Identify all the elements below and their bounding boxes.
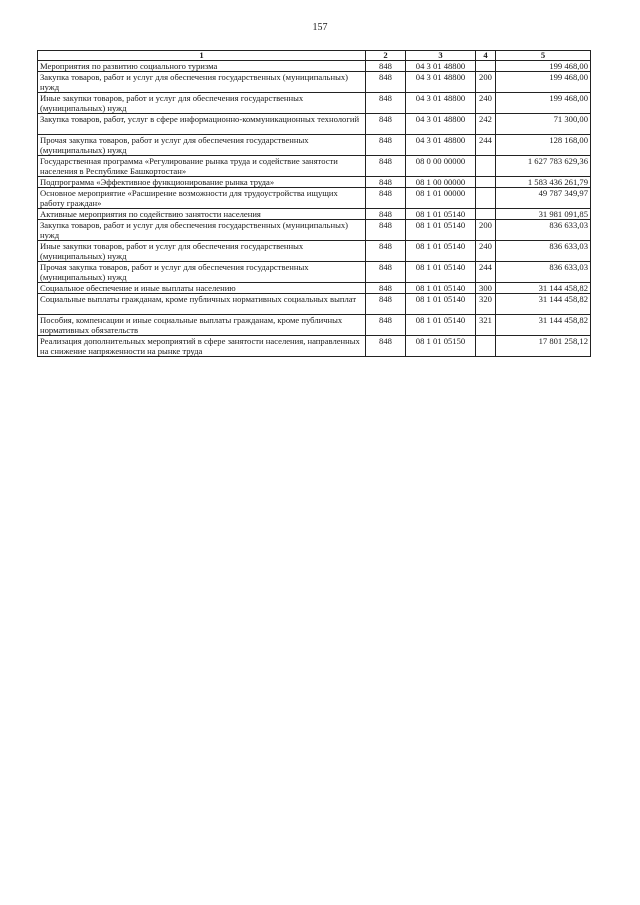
table-row [38, 72, 591, 93]
cell-name: Пособия, компенсации и иные социальные выплаты гражданам, кроме публичных нормативных обязательств [38, 315, 366, 336]
cell-type: 242 [476, 114, 496, 135]
cell-target: 08 0 00 00000 [406, 156, 476, 177]
cell-code: 848 [366, 220, 406, 241]
cell-amount: 836 633,03 [496, 262, 591, 283]
cell-code: 848 [366, 114, 406, 135]
column-header-amount: 5 [496, 51, 591, 61]
cell-target: 08 1 01 05140 [406, 283, 476, 294]
cell-code: 848 [366, 93, 406, 114]
cell-target: 08 1 01 05140 [406, 241, 476, 262]
cell-name: Закупка товаров, работ и услуг для обеспечения государственных (муниципальных) нужд [38, 72, 366, 93]
cell-name: Иные закупки товаров, работ и услуг для обеспечения государственных (муниципальных) нужд [38, 93, 366, 114]
cell-amount: 31 981 091,85 [496, 209, 591, 220]
table-header-row [38, 51, 591, 61]
cell-code: 848 [366, 135, 406, 156]
cell-target: 08 1 00 00000 [406, 177, 476, 188]
cell-name: Подпрограмма «Эффективное функционирование рынка труда» [38, 177, 366, 188]
cell-name: Прочая закупка товаров, работ и услуг для обеспечения государственных (муниципальных) нужд [38, 262, 366, 283]
column-header-name: 1 [38, 51, 366, 61]
table-row [38, 283, 591, 294]
cell-type [476, 61, 496, 72]
table-row [38, 135, 591, 156]
cell-target: 08 1 01 05140 [406, 315, 476, 336]
cell-type: 320 [476, 294, 496, 315]
cell-target: 04 3 01 48800 [406, 93, 476, 114]
cell-type: 240 [476, 93, 496, 114]
column-header-target: 3 [406, 51, 476, 61]
cell-amount: 199 468,00 [496, 72, 591, 93]
cell-name: Реализация дополнительных мероприятий в сфере занятости населения, направленных на снижение напряженности на рынке труда [38, 336, 366, 357]
cell-target: 08 1 01 05150 [406, 336, 476, 357]
cell-type [476, 336, 496, 357]
table-row [38, 114, 591, 135]
cell-type: 244 [476, 262, 496, 283]
cell-type: 321 [476, 315, 496, 336]
cell-type: 200 [476, 72, 496, 93]
cell-name: Активные мероприятия по содействию занятости населения [38, 209, 366, 220]
cell-target: 04 3 01 48800 [406, 61, 476, 72]
cell-type [476, 209, 496, 220]
cell-code: 848 [366, 336, 406, 357]
page-number: 157 [312, 22, 328, 33]
cell-name: Мероприятия по развитию социального туризма [38, 61, 366, 72]
cell-amount: 31 144 458,82 [496, 315, 591, 336]
cell-amount: 836 633,03 [496, 220, 591, 241]
table-row [38, 61, 591, 72]
cell-amount: 199 468,00 [496, 93, 591, 114]
cell-amount: 1 583 436 261,79 [496, 177, 591, 188]
cell-target: 04 3 01 48800 [406, 135, 476, 156]
cell-name: Иные закупки товаров, работ и услуг для обеспечения государственных (муниципальных) нужд [38, 241, 366, 262]
table-row [38, 294, 591, 315]
cell-code: 848 [366, 188, 406, 209]
cell-type: 240 [476, 241, 496, 262]
cell-name: Закупка товаров, работ и услуг для обеспечения государственных (муниципальных) нужд [38, 220, 366, 241]
cell-target: 08 1 01 05140 [406, 262, 476, 283]
cell-code: 848 [366, 294, 406, 315]
cell-code: 848 [366, 209, 406, 220]
cell-type: 200 [476, 220, 496, 241]
cell-name: Закупка товаров, работ, услуг в сфере информационно-коммуникационных технологий [38, 114, 366, 135]
cell-target: 04 3 01 48800 [406, 114, 476, 135]
cell-amount: 128 168,00 [496, 135, 591, 156]
budget-table [37, 50, 591, 357]
cell-type: 244 [476, 135, 496, 156]
cell-name: Государственная программа «Регулирование рынка труда и содействие занятости населения в Республике Башкортостан» [38, 156, 366, 177]
cell-amount: 199 468,00 [496, 61, 591, 72]
column-header-type: 4 [476, 51, 496, 61]
table-body [38, 61, 591, 357]
table-row [38, 315, 591, 336]
cell-amount: 31 144 458,82 [496, 283, 591, 294]
cell-code: 848 [366, 156, 406, 177]
table-row [38, 336, 591, 357]
cell-code: 848 [366, 241, 406, 262]
cell-type [476, 156, 496, 177]
cell-name: Основное мероприятие «Расширение возможности для трудоустройства ищущих работу граждан» [38, 188, 366, 209]
table-row [38, 241, 591, 262]
cell-target: 08 1 01 05140 [406, 209, 476, 220]
cell-code: 848 [366, 283, 406, 294]
cell-name: Прочая закупка товаров, работ и услуг для обеспечения государственных (муниципальных) нужд [38, 135, 366, 156]
cell-amount: 1 627 783 629,36 [496, 156, 591, 177]
table-row [38, 156, 591, 177]
cell-amount: 17 801 258,12 [496, 336, 591, 357]
table-row [38, 93, 591, 114]
column-header-code: 2 [366, 51, 406, 61]
cell-amount: 31 144 458,82 [496, 294, 591, 315]
table-row [38, 177, 591, 188]
cell-code: 848 [366, 61, 406, 72]
cell-target: 08 1 01 05140 [406, 294, 476, 315]
cell-target: 08 1 01 00000 [406, 188, 476, 209]
cell-code: 848 [366, 262, 406, 283]
cell-name: Социальные выплаты гражданам, кроме публичных нормативных социальных выплат [38, 294, 366, 315]
table-row [38, 209, 591, 220]
cell-amount: 836 633,03 [496, 241, 591, 262]
cell-code: 848 [366, 315, 406, 336]
cell-name: Социальное обеспечение и иные выплаты населению [38, 283, 366, 294]
cell-type [476, 177, 496, 188]
table-row [38, 188, 591, 209]
table-row [38, 220, 591, 241]
cell-code: 848 [366, 72, 406, 93]
table-row [38, 262, 591, 283]
cell-amount: 49 787 349,97 [496, 188, 591, 209]
cell-amount: 71 300,00 [496, 114, 591, 135]
cell-target: 08 1 01 05140 [406, 220, 476, 241]
cell-code: 848 [366, 177, 406, 188]
cell-type [476, 188, 496, 209]
cell-type: 300 [476, 283, 496, 294]
cell-target: 04 3 01 48800 [406, 72, 476, 93]
